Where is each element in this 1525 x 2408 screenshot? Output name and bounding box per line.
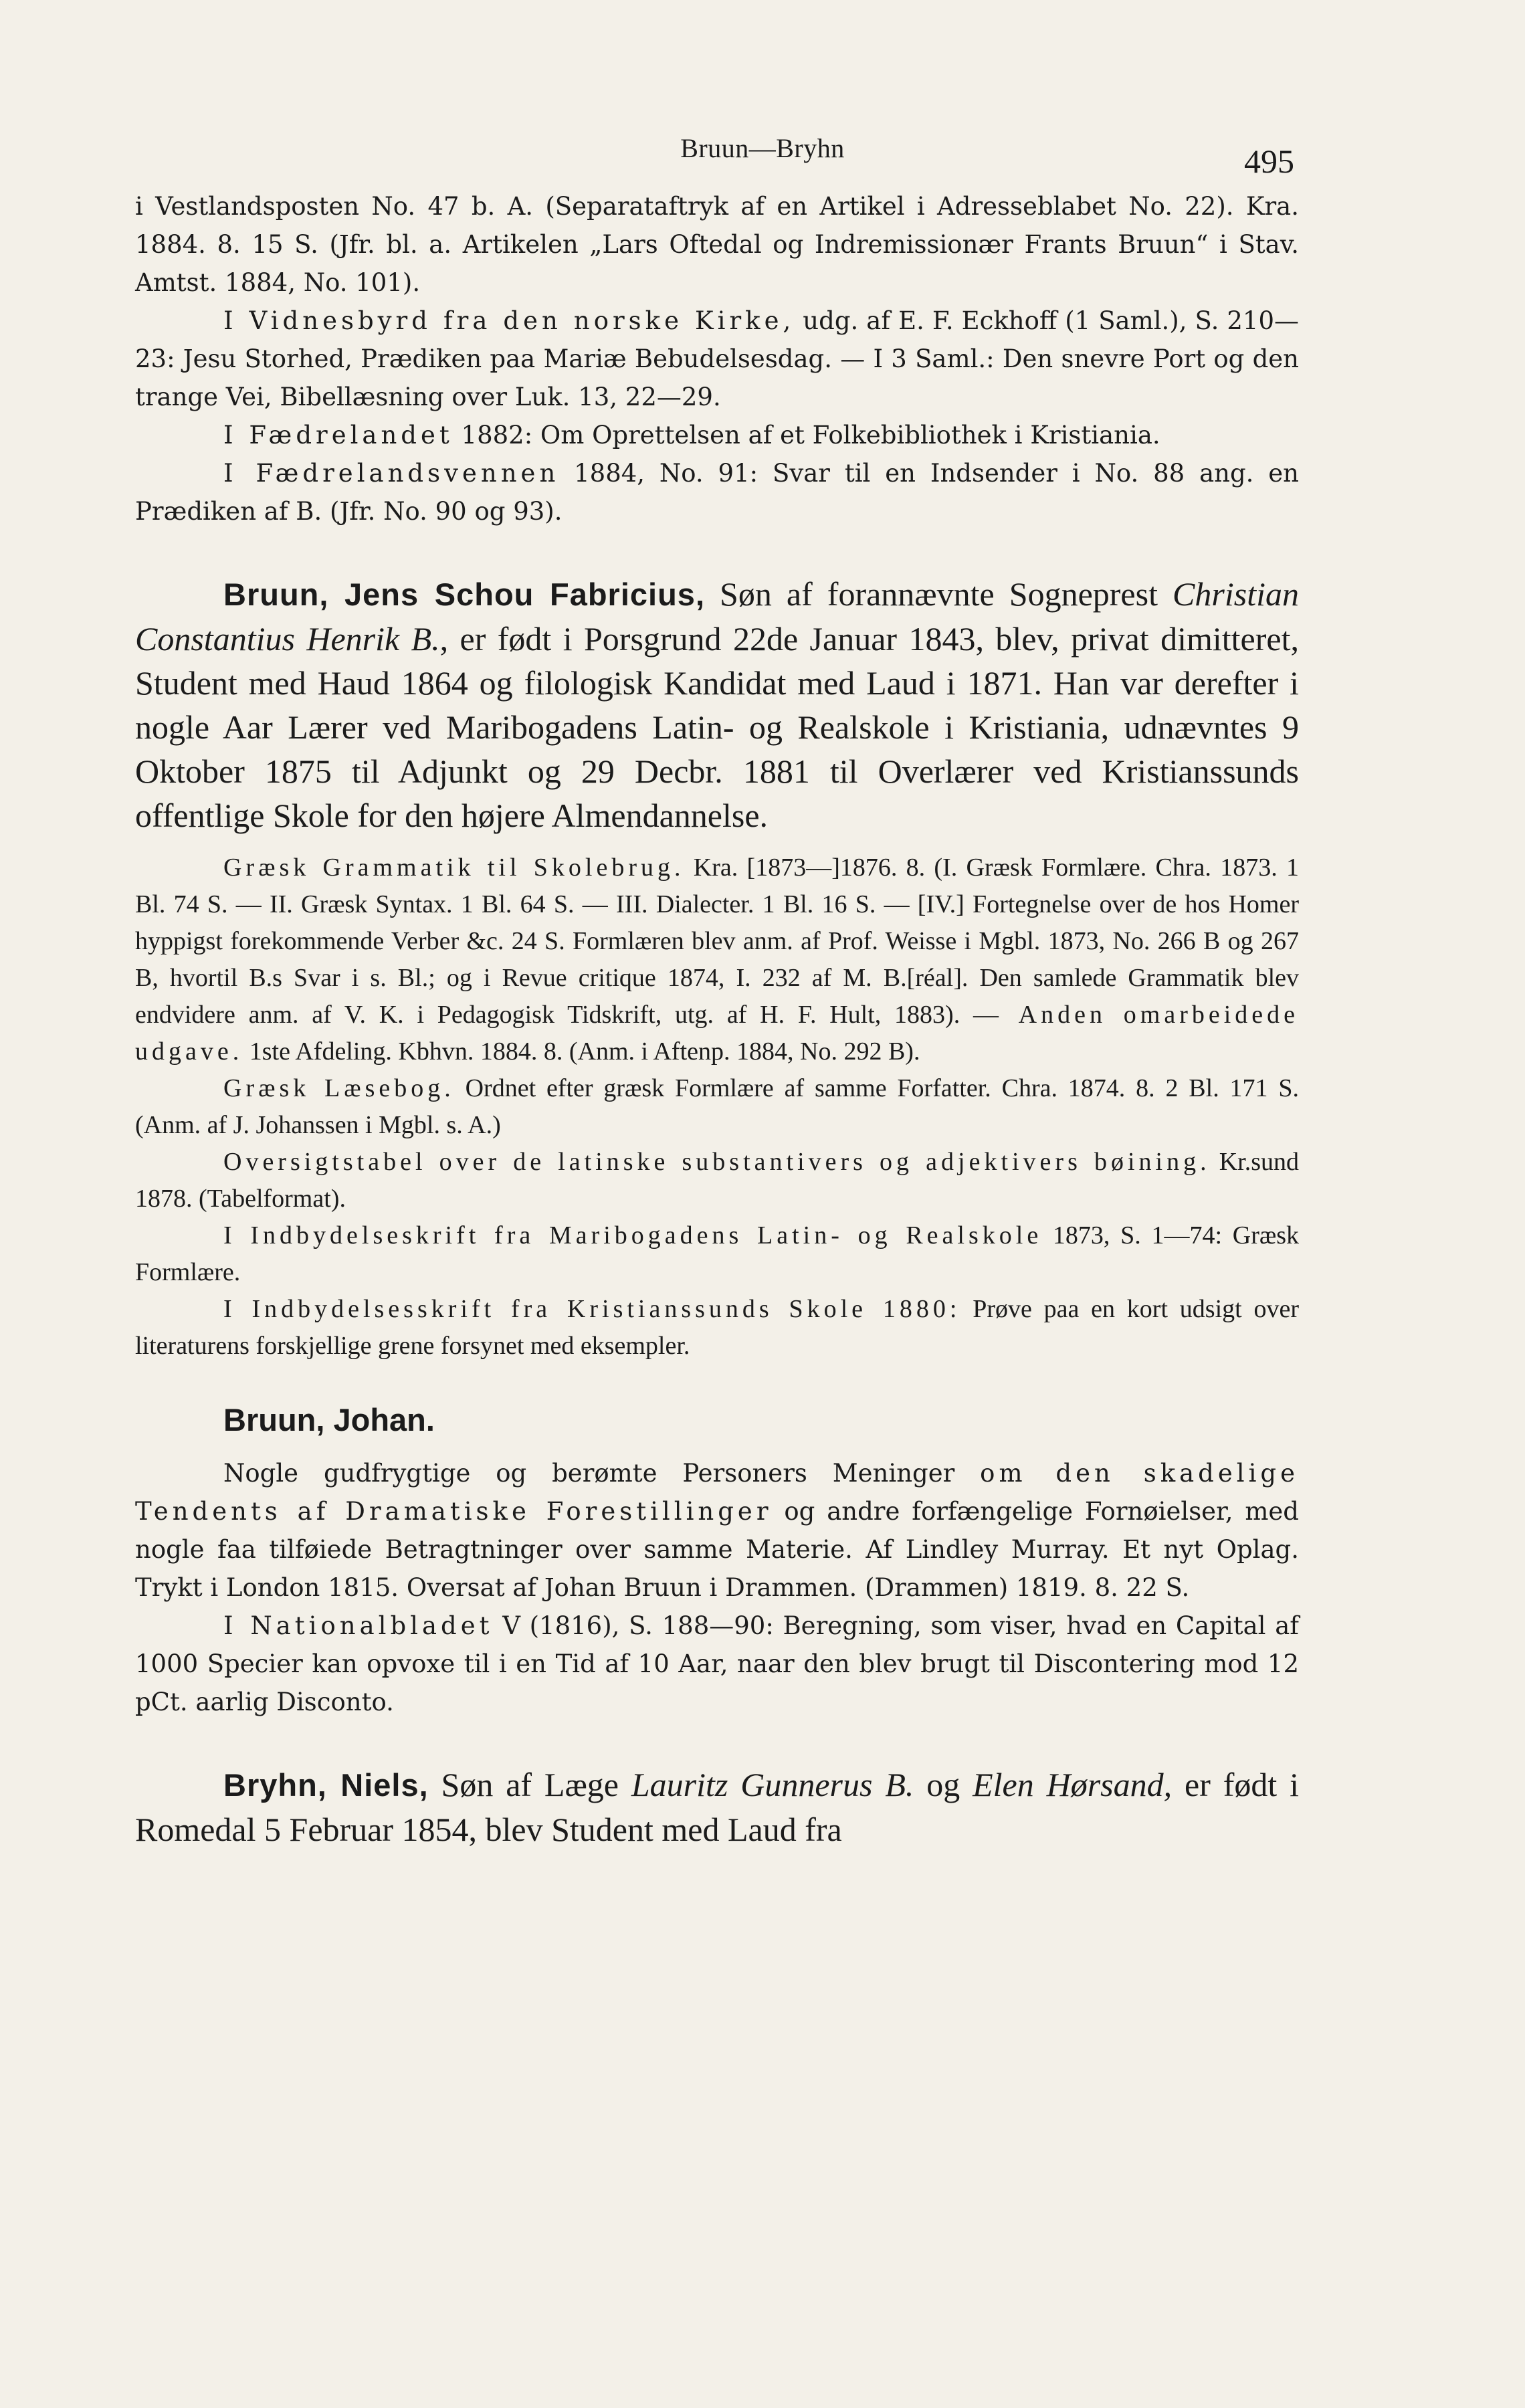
entry-jens-schou-fabricius-bruun [135,572,1299,1365]
entry-name: Bruun, Johan. [223,1402,435,1437]
father-name: Lauritz Gunnerus B. [631,1766,914,1803]
johan-p2-rest: V (1816), S. 188—90: Beregning, som viser, hvad en Capital af 1000 Specier kan opvoxe til i en Tid af 10 Aar, naar den blev brugt til Discontering mod 12 pCt. aarlig Disconto. [135,1611,1299,1716]
work-details: Kr.sund 1878. (Tabelformat). [135,1148,1299,1213]
work-details: Kra. [1873—]1876. 8. (I. Græsk Formlære. Chra. 1873. 1 Bl. 74 S. — II. Græsk Syntax. 1 Bl. 64 S. — III. Dialecter. 1 Bl. 16 S. — [IV.] Fortegnelse over de hos Homer hyppigst forekommende Verber &c. 24 S. Formlæren blev anm. af Prof. Weisse i Mgbl. 1873, No. 266 B og 267 B, hvortil B.s Svar i s. Bl.; og i Revue critique 1874, I. 232 af M. B.[réal]. Den samlede Grammatik blev endvidere anm. af V. K. i Pedagogisk Tidskrift, utg. af H. F. Hult, 1883). [135,854,1299,1029]
bio-part-a: Søn af forannævnte Sogneprest [705,575,1173,613]
work-subtitle: — Anden omarbeidede udgave. [135,1001,1300,1066]
bio-part-b: , er født i Porsgrund 22de Januar 1843, blev, privat dimitteret, Student med Haud 1864 og filologisk Kandidat med Laud i 1871. Han var derefter i nogle Aar Lærer ved Maribogadens Latin- og Realskole i Kristiania, udnævntes 9 Oktober 1875 til Adjunkt og 29 Decbr. 1881 til Overlærer ved Kristianssunds offentlige Skole for den højere Almendannelse. [135,620,1299,834]
father-name: Christian Constantius Henrik B. [135,575,1299,658]
intro-paragraph-1: i Vestlandsposten No. 47 b. A. (Separataftryk af en Artikel i Adresseblabet No. 22). Kra. 1884. 8. 15 S. (Jfr. bl. a. Artikelen „Lars Oftedal og Indremissionær Frants Bruun“ i Stav. Amtst. 1884, No. 101). [135,192,1299,297]
entry-name: Bruun, Jens Schou Fabricius, [223,577,705,612]
work-item [135,849,1299,1070]
work-title: Oversigtstabel over de latinske substantivers og adjektivers bøining. [223,1148,1211,1176]
johan-p2-lead: I Nationalbladet [223,1611,494,1640]
intro-paragraph-4 [135,454,1299,530]
work-details: Ordnet efter græsk Formlære af samme Forfatter. Chra. 1874. 8. 2 Bl. 171 S. (Anm. af J. Johanssen i Mgbl. s. A.) [135,1074,1299,1139]
entry-bio [135,1763,1299,1851]
running-header: Bruun—Bryhn [680,133,845,163]
intro-p2-lead: I Vidnesbyrd fra den norske Kirke, [223,306,795,335]
mother-name: Elen Hørsand, [973,1766,1173,1803]
work-subdetails: 1ste Afdeling. Kbhvn. 1884. 8. (Anm. i Aftenp. 1884, No. 292 B). [243,1037,920,1066]
bio-part-c: er født i Romedal 5 Februar 1854, blev Student med Laud fra [135,1766,1300,1848]
page-body [135,187,1299,1851]
johan-p1-b: og andre forfængelige Fornøielser, med nogle faa tilføiede Betragtninger over samme Materie. Af Lindley Murray. Et nyt Oplag. Trykt i London 1815. Oversat af Johan Bruun i Drammen. (Drammen) 1819. 8. 22 S. [135,1497,1299,1602]
entry-bio [135,572,1299,837]
work-title: I Indbydelseskrift fra Maribogadens Latin- og Realskole [223,1221,1043,1249]
entry-name: Bryhn, Niels, [223,1767,429,1803]
johan-p1-a: Nogle gudfrygtige og berømte Personers Meninger [223,1459,981,1488]
johan-p1-title: om den skadelige Tendents af Dramatiske Forestillinger [135,1459,1299,1526]
intro-p4-lead: I Fædrelandsvennen [223,459,560,488]
johan-paragraph-2 [135,1607,1299,1721]
intro-section [135,187,1299,530]
work-details: Prøve paa en kort udsigt over literaturens forskjellige grene forsynet med eksempler. [135,1295,1300,1360]
intro-p4-rest: 1884, No. 91: Svar til en Indsender i No. 88 ang. en Prædiken af B. (Jfr. No. 90 og 93). [135,459,1299,526]
intro-p2-rest: udg. af E. F. Eckhoff (1 Saml.), S. 210—23: Jesu Storhed, Prædiken paa Mariæ Bebudelsesdag. — I 3 Saml.: Den snevre Port og den trange Vei, Bibellæsning over Luk. 13, 22—29. [135,306,1299,411]
work-details: 1873, S. 1—74: Græsk Formlære. [135,1221,1299,1286]
work-item [135,1291,1299,1365]
work-title: Græsk Grammatik til Skolebrug. [223,854,685,882]
intro-p3-lead: I Fædrelandet [223,421,453,449]
work-title: I Indbydelsesskrift fra Kristianssunds Skole 1880: [223,1295,961,1323]
entry-niels-bryhn [135,1763,1299,1851]
work-item [135,1144,1299,1217]
intro-paragraph-3 [135,416,1299,454]
bio-part-a: Søn af Læge [428,1766,631,1803]
intro-p3-rest: 1882: Om Oprettelsen af et Folkebibliothek i Kristiania. [453,421,1160,449]
johan-paragraph-1 [135,1454,1299,1607]
page-number: 495 [1244,142,1294,180]
work-title: Græsk Læsebog. [223,1074,455,1102]
work-item [135,1070,1299,1144]
work-item [135,1217,1299,1291]
bio-part-b: og [914,1766,973,1803]
entry-johan-bruun [135,1398,1299,1721]
intro-paragraph-2 [135,302,1299,416]
